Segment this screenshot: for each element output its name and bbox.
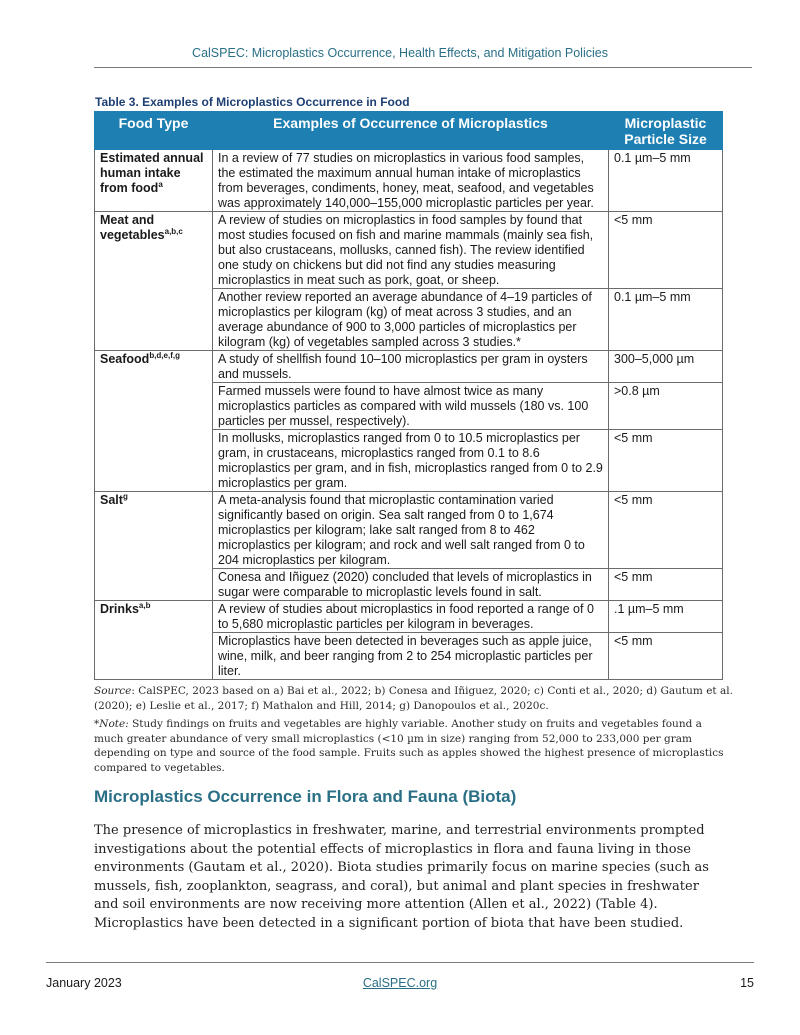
footnote-ref: g <box>122 491 128 501</box>
footer-divider <box>46 962 754 963</box>
size-cell: 300–5,000 µm <box>609 351 723 383</box>
footnote-ref: b,d,e,f,g <box>149 350 180 360</box>
size-cell: 0.1 µm–5 mm <box>609 289 723 351</box>
header-divider <box>94 67 752 68</box>
size-cell: <5 mm <box>609 633 723 680</box>
example-cell: Farmed mussels were found to have almost twice as many microplastics particles as compared with wild mussels (180 vs. 100 particles per mussel, respectively). <box>213 383 609 430</box>
table-row <box>95 601 723 633</box>
section-paragraph: The presence of microplastics in freshwater, marine, and terrestrial environments prompted investigations about the potential effects of microplastics in flora and fauna living in those environments (Gautam et al., 2020). Biota studies primarily focus on marine species (such as mussels, fish, zooplankton, seagrass, and coral), but animal and plant species in freshwater and soil environments are now receiving more attention (Allen et al., 2022) (Table 4). Microplastics have been detected in a significant portion of biota that have been studied. <box>94 823 709 931</box>
footnote-ref: a <box>158 179 163 189</box>
size-cell: >0.8 µm <box>609 383 723 430</box>
example-cell: A study of shellfish found 10–100 microplastics per gram in oysters and mussels. <box>213 351 609 383</box>
example-cell: A review of studies on microplastics in food samples by found that most studies focused on fish and marine mammals (mainly sea fish, but also crustaceans, mollusks, canned fish). The review identified one study on chickens but did not find any studies measuring microplastics in meat such as pork, goat, or sheep. <box>213 212 609 289</box>
size-cell: <5 mm <box>609 212 723 289</box>
table-row <box>95 212 723 289</box>
size-cell: <5 mm <box>609 430 723 492</box>
table-row <box>95 351 723 383</box>
food-type-label: Estimated annual human intake from food <box>100 151 204 195</box>
fruit-vegetable-note <box>94 717 734 775</box>
source-note <box>94 684 734 713</box>
section-heading: Microplastics Occurrence in Flora and Fauna (Biota) <box>94 787 517 806</box>
source-label: Source <box>94 685 132 697</box>
size-cell: <5 mm <box>609 569 723 601</box>
food-type-cell <box>95 212 213 351</box>
source-text: : CalSPEC, 2023 based on a) Bai et al., 2022; b) Conesa and Iñiguez, 2020; c) Conti et al., 2020; d) Gautum et al. (2020); e) Leslie et al., 2017; f) Mathalon and Hill, 2014; g) Danopoulos et al., 2020c. <box>94 685 733 712</box>
example-cell: Conesa and Iñiguez (2020) concluded that levels of microplastics in sugar were comparable to microplastic levels found in salt. <box>213 569 609 601</box>
header-food-type: Food Type <box>95 112 213 150</box>
footer-link-wrap <box>0 976 800 990</box>
table-row <box>95 492 723 569</box>
food-type-cell <box>95 150 213 212</box>
calspec-link[interactable]: CalSPEC.org <box>362 976 438 990</box>
food-type-label: Seafood <box>100 352 150 366</box>
header-examples: Examples of Occurrence of Microplastics <box>213 112 609 150</box>
example-cell: In a review of 77 studies on microplastics in various food samples, the estimated the maximum annual human intake of microplastics from beverages, condiments, honey, meat, seafood, and vegetables was approximately 140,000–155,000 microplastic particles per year. <box>213 150 609 212</box>
food-type-label: Drinks <box>100 602 139 616</box>
table-header-row <box>95 112 723 150</box>
food-microplastics-table <box>94 111 723 680</box>
food-type-cell <box>95 601 213 680</box>
page-number: 15 <box>740 976 754 990</box>
example-cell: Microplastics have been detected in beverages such as apple juice, wine, milk, and beer ranging from 2 to 254 microplastic particles per liter. <box>213 633 609 680</box>
footnote-ref: a,b <box>138 600 151 610</box>
food-type-cell <box>95 492 213 601</box>
example-cell: In mollusks, microplastics ranged from 0 to 10.5 microplastics per gram, in crustaceans, microplastics ranged from 0.1 to 8.6 microplastics per gram, and in fish, microplastics ranged from 0 to 2.9 microplastics per gram. <box>213 430 609 492</box>
footer-date: January 2023 <box>46 976 122 990</box>
food-type-cell <box>95 351 213 492</box>
table-notes <box>94 684 734 779</box>
example-cell: A meta-analysis found that microplastic contamination varied significantly based on origin. Sea salt ranged from 0 to 1,674 microplastics per kilogram; lake salt ranged from 8 to 462 microplastics per kilogram; and rock and well salt ranged from 0 to 204 microplastics per kilogram. <box>213 492 609 569</box>
table-caption: Table 3. Examples of Microplastics Occurrence in Food <box>95 95 410 109</box>
footnote-ref: a,b,c <box>164 226 183 236</box>
size-cell: 0.1 µm–5 mm <box>609 150 723 212</box>
header-particle-size: Microplastic Particle Size <box>609 112 723 150</box>
note-label: *Note: <box>94 718 129 730</box>
running-header: CalSPEC: Microplastics Occurrence, Health Effects, and Mitigation Policies <box>192 46 608 60</box>
food-type-label: Meat and vegetables <box>100 213 165 242</box>
food-type-label: Salt <box>100 493 123 507</box>
example-cell: Another review reported an average abundance of 4–19 particles of microplastics per kilogram (kg) of meat across 3 studies, and an average abundance of 900 to 3,000 particles of microplastics per kilogram (kg) of vegetables sampled across 3 studies.* <box>213 289 609 351</box>
size-cell: .1 µm–5 mm <box>609 601 723 633</box>
table-row <box>95 150 723 212</box>
size-cell: <5 mm <box>609 492 723 569</box>
note-text: Study findings on fruits and vegetables are highly variable. Another study on fruits and vegetables found a much greater abundance of very small microplastics (<10 µm in size) ranging from 52,000 to 233,000 per gram depending on type and source of the food sample. Fruits such as apples showed the highest presence of microplastics compared to vegetables. <box>94 718 724 774</box>
example-cell: A review of studies about microplastics in food reported a range of 0 to 5,680 microplastic particles per kilogram in beverages. <box>213 601 609 633</box>
